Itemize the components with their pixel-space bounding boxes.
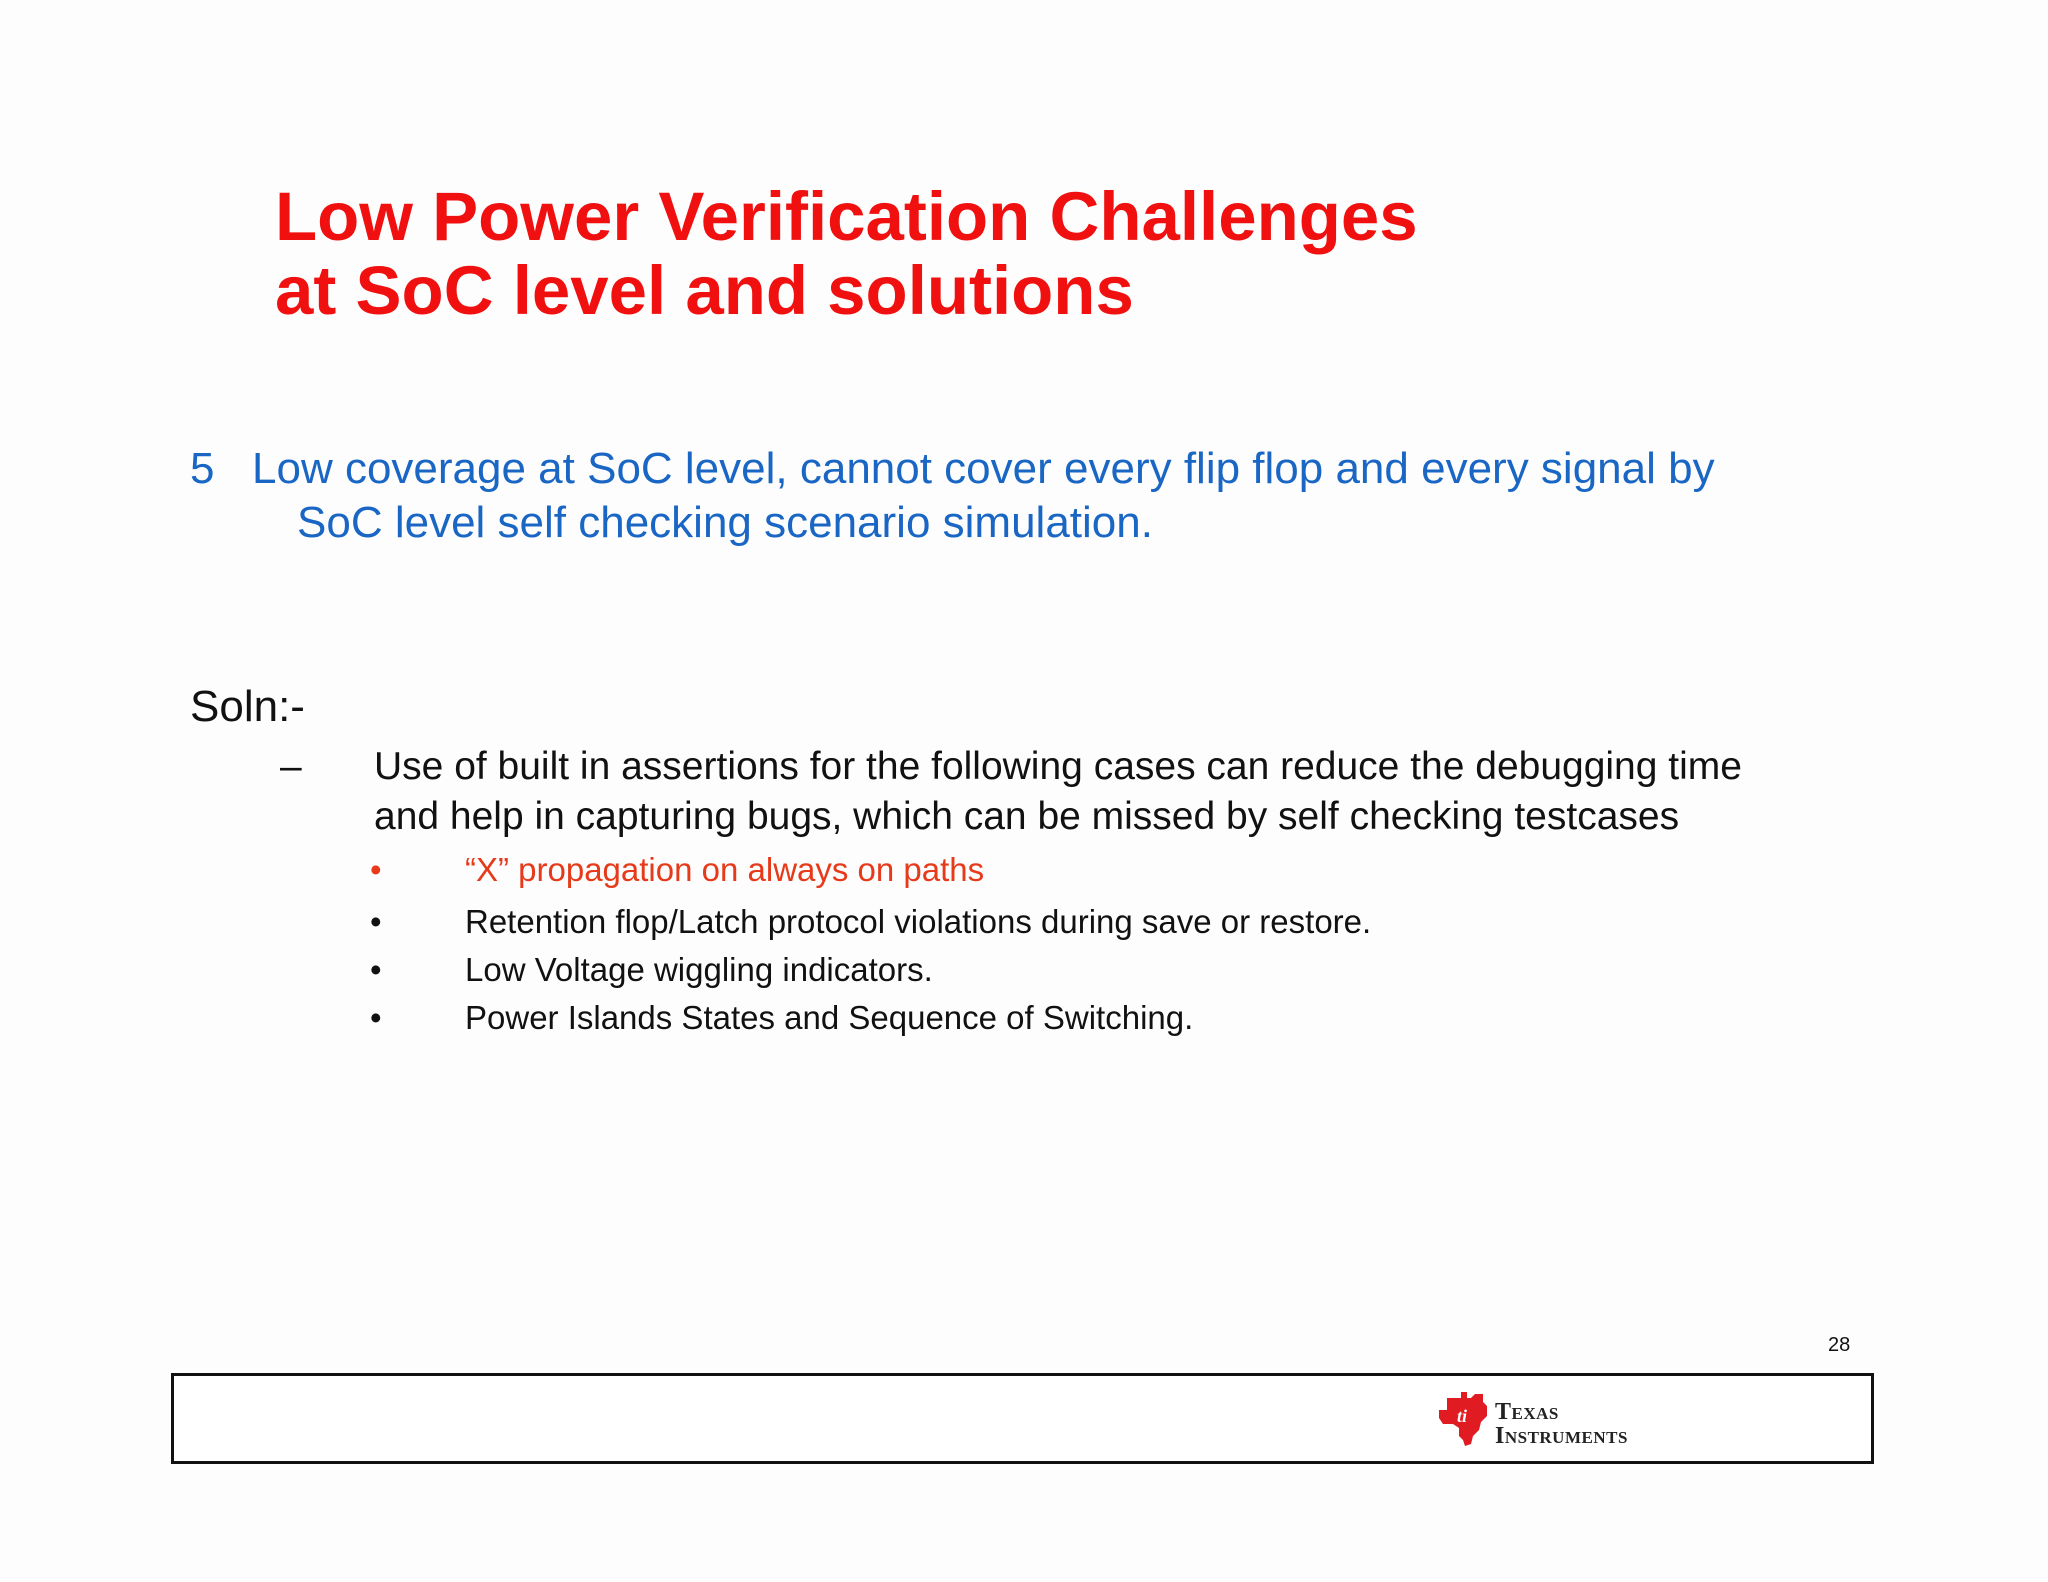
- svg-text:ti: ti: [1457, 1406, 1468, 1426]
- ti-wordmark: [1495, 1400, 1628, 1448]
- soln-label: Soln:-: [190, 682, 305, 731]
- ti-word-texas: Texas: [1495, 1399, 1559, 1425]
- point-line2: SoC level self checking scenario simulation.: [297, 498, 1153, 547]
- point-number: 5: [190, 444, 215, 493]
- bullet-text: Low Voltage wiggling indicators.: [465, 951, 933, 988]
- slide-title-line1: Low Power Verification Challenges: [275, 178, 1418, 255]
- bullet-icon: •: [370, 951, 382, 988]
- dash-item-text: [374, 742, 1742, 842]
- dash-item-line1: Use of built in assertions for the following cases can reduce the debugging time: [374, 745, 1742, 788]
- numbered-point: [190, 442, 1715, 550]
- bullet-icon: •: [370, 903, 382, 940]
- dash-marker: –: [280, 745, 302, 788]
- page-number: 28: [1828, 1334, 1851, 1356]
- bullet-text: “X” propagation on always on paths: [465, 851, 985, 888]
- slide-title: [275, 180, 1418, 328]
- bullet-icon: •: [370, 851, 382, 888]
- ti-word-instruments: Instruments: [1495, 1423, 1628, 1449]
- dash-item-line2: and help in capturing bugs, which can be missed by self checking testcases: [374, 795, 1680, 838]
- ti-state-icon: [1437, 1388, 1493, 1448]
- bullet-text: Retention flop/Latch protocol violations during save or restore.: [465, 903, 1372, 940]
- slide-title-line2: at SoC level and solutions: [275, 252, 1134, 329]
- bullet-icon: •: [370, 999, 382, 1036]
- point-line1: Low coverage at SoC level, cannot cover every flip flop and every signal by: [252, 444, 1715, 493]
- bullet-text: Power Islands States and Sequence of Switching.: [465, 999, 1194, 1036]
